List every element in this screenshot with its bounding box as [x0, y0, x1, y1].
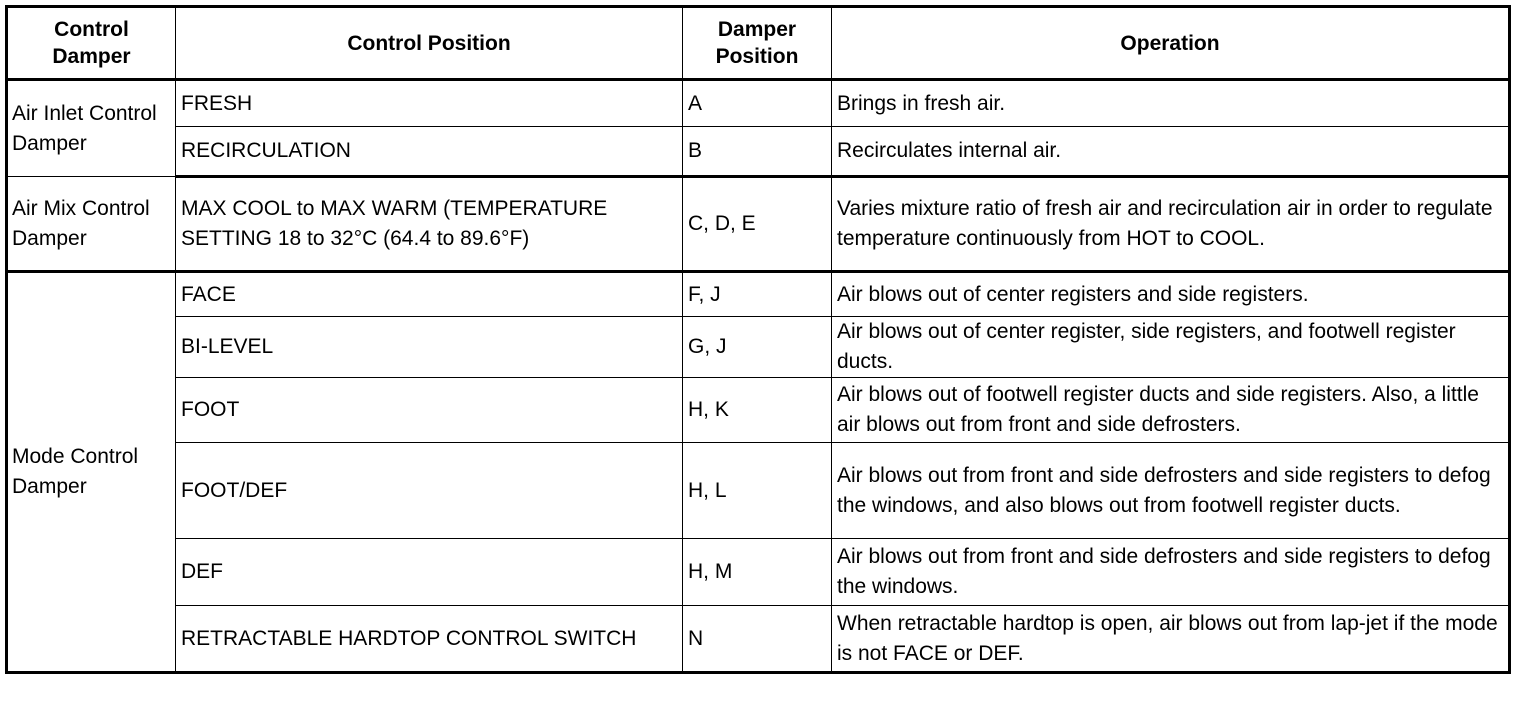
damper-position-cell: G, J — [683, 317, 832, 378]
damper-operation-table-wrap — [5, 5, 1511, 674]
table-row — [7, 177, 1510, 272]
damper-position-cell: A — [683, 80, 832, 127]
control-position-cell: RECIRCULATION — [176, 127, 683, 177]
damper-operation-table — [5, 5, 1511, 674]
table-row — [7, 272, 1510, 317]
control-position-cell: FRESH — [176, 80, 683, 127]
operation-cell: Air blows out from front and side defrosters and side registers to defog the windows. — [832, 539, 1510, 606]
header-operation: Operation — [832, 7, 1510, 80]
operation-cell: Air blows out of footwell register ducts and side registers. Also, a little air blows out from front and side defrosters. — [832, 378, 1510, 443]
header-row — [7, 7, 1510, 80]
table-row — [7, 606, 1510, 673]
table-row — [7, 378, 1510, 443]
control-position-cell: MAX COOL to MAX WARM (TEMPERATURE SETTING 18 to 32°C (64.4 to 89.6°F) — [176, 177, 683, 272]
control-position-cell: FOOT/DEF — [176, 443, 683, 539]
damper-position-cell: N — [683, 606, 832, 673]
control-damper-cell: Air Inlet Control Damper — [7, 80, 176, 177]
header-damper-position: Damper Position — [683, 7, 832, 80]
operation-cell: Air blows out of center register, side registers, and footwell register ducts. — [832, 317, 1510, 378]
operation-cell: Varies mixture ratio of fresh air and recirculation air in order to regulate temperature continuously from HOT to COOL. — [832, 177, 1510, 272]
control-damper-cell: Air Mix Control Damper — [7, 177, 176, 272]
damper-position-cell: F, J — [683, 272, 832, 317]
control-position-cell: RETRACTABLE HARDTOP CONTROL SWITCH — [176, 606, 683, 673]
header-control-damper: Control Damper — [7, 7, 176, 80]
control-position-cell: FOOT — [176, 378, 683, 443]
damper-position-cell: H, L — [683, 443, 832, 539]
table-row — [7, 127, 1510, 177]
control-damper-cell: Mode Control Damper — [7, 272, 176, 673]
operation-cell: When retractable hardtop is open, air blows out from lap-jet if the mode is not FACE or DEF. — [832, 606, 1510, 673]
operation-cell: Air blows out from front and side defrosters and side registers to defog the windows, and also blows out from footwell register ducts. — [832, 443, 1510, 539]
table-row — [7, 443, 1510, 539]
table-row — [7, 80, 1510, 127]
damper-position-cell: H, M — [683, 539, 832, 606]
damper-position-cell: H, K — [683, 378, 832, 443]
control-position-cell: BI-LEVEL — [176, 317, 683, 378]
operation-cell: Recirculates internal air. — [832, 127, 1510, 177]
operation-cell: Brings in fresh air. — [832, 80, 1510, 127]
table-row — [7, 539, 1510, 606]
control-position-cell: DEF — [176, 539, 683, 606]
damper-position-cell: B — [683, 127, 832, 177]
operation-cell: Air blows out of center registers and side registers. — [832, 272, 1510, 317]
control-position-cell: FACE — [176, 272, 683, 317]
table-row — [7, 317, 1510, 378]
header-control-position: Control Position — [176, 7, 683, 80]
damper-position-cell: C, D, E — [683, 177, 832, 272]
